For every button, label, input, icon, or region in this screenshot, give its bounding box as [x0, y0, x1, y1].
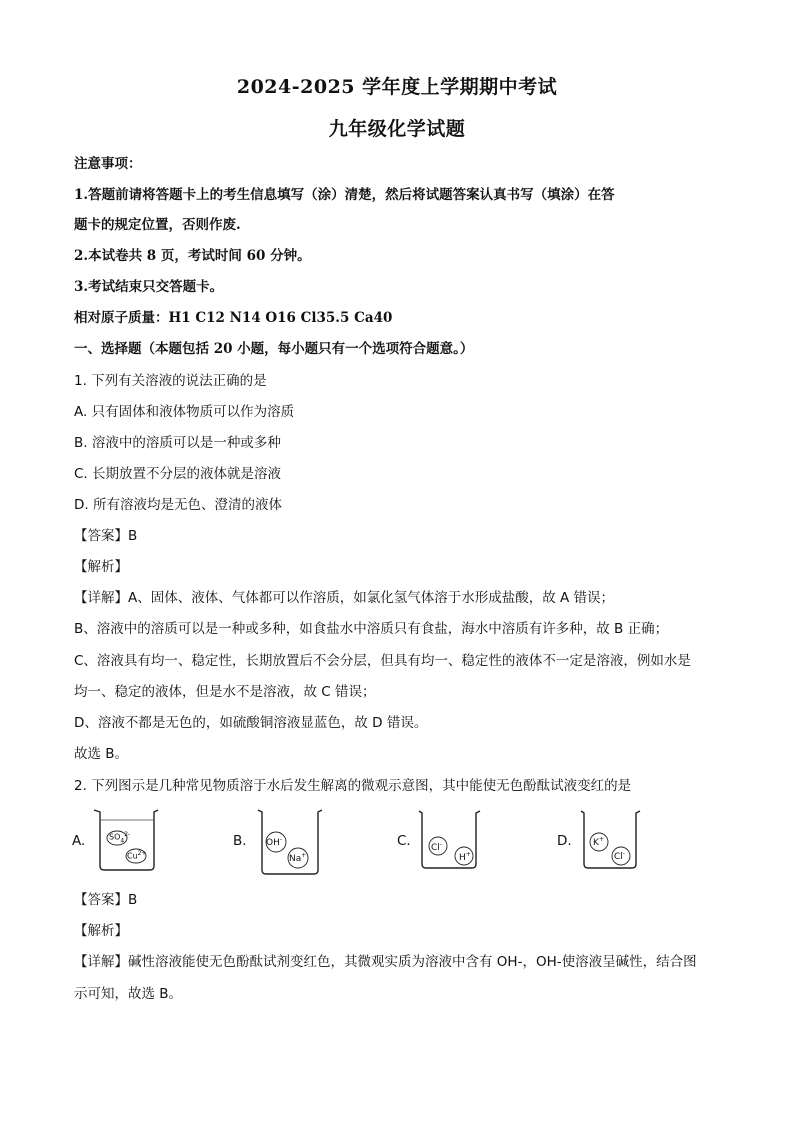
q1-option-a: A. 只有固体和液体物质可以作为溶质: [74, 404, 295, 420]
note-item-1-line1: 1.答题前请将答题卡上的考生信息填写（涂）清楚，然后将试题答案认真书写（填涂）在答: [74, 187, 615, 203]
q1-detail-line: D、溶液不都是无色的，如硫酸铜溶液显蓝色，故 D 错误。: [74, 715, 428, 731]
section-heading: 一、选择题（本题包括 20 小题，每小题只有一个选项符合题意。）: [74, 341, 474, 357]
q1-stem: 1. 下列有关溶液的说法正确的是: [74, 373, 267, 389]
q2-option-c-label: C.: [397, 833, 411, 849]
q1-detail-line: C、溶液具有均一、稳定性，长期放置后不会分层，但具有均一、稳定性的液体不一定是溶液，例如水是: [74, 653, 691, 669]
q1-analysis: 【解析】: [74, 559, 128, 575]
q1-answer: 【答案】B: [74, 528, 138, 544]
q1-option-b: B. 溶液中的溶质可以是一种或多种: [74, 435, 281, 451]
q1-detail-line: B、溶液中的溶质可以是一种或多种，如食盐水中溶质只有食盐，海水中溶质有许多种，故 B 正确；: [74, 621, 669, 637]
note-item-1-line2: 题卡的规定位置，否则作废.: [74, 217, 241, 233]
q2-option-d-label: D.: [557, 833, 572, 849]
q1-detail-line: 【详解】A、固体、液体、气体都可以作溶质，如氯化氢气体溶于水形成盐酸，故 A 错误；: [74, 590, 615, 606]
q2-detail-line2: 示可知，故选 B。: [74, 986, 183, 1002]
q2-answer: 【答案】B: [74, 892, 138, 908]
q2-option-d-ion2: Cl-: [614, 850, 625, 862]
q2-option-a-ion1: $SO_4^{2-}$: [109, 831, 131, 845]
q2-option-b-ion1: OH-: [266, 836, 283, 848]
atomic-mass-line: 相对原子质量：H1 C12 N14 O16 Cl35.5 Ca40: [74, 310, 393, 326]
q2-analysis: 【解析】: [74, 923, 128, 939]
q1-option-c: C. 长期放置不分层的液体就是溶液: [74, 466, 282, 482]
q2-option-b-ion2: Na+: [289, 852, 307, 864]
q2-option-c-ion2: H+: [459, 851, 471, 863]
note-item-2: 2.本试卷共 8 页，考试时间 60 分钟。: [74, 248, 311, 264]
q1-detail-line: 故选 B。: [74, 746, 129, 762]
q1-detail-line: 均一、稳定的液体，但是水不是溶液，故 C 错误；: [74, 684, 376, 700]
q2-option-c-ion1: Cl-: [431, 841, 442, 853]
q2-option-b-label: B.: [233, 833, 247, 849]
q2-option-a-label: A.: [72, 833, 86, 849]
q2-detail-line1: 【详解】碱性溶液能使无色酚酞试剂变红色，其微观实质为溶液中含有 OH-，OH-使溶液呈碱性，结合图: [74, 954, 697, 970]
q2-option-b-beaker: [254, 806, 326, 876]
q1-option-d: D. 所有溶液均是无色、澄清的液体: [74, 497, 282, 513]
notes-heading: 注意事项：: [74, 156, 142, 172]
q2-option-d-ion1: K+: [593, 836, 604, 848]
q2-option-c-beaker: [416, 808, 484, 870]
q2-stem: 2. 下列图示是几种常见物质溶于水后发生解离的微观示意图，其中能使无色酚酞试液变红的是: [74, 778, 632, 794]
exam-title: 2024-2025 学年度上学期期中考试: [236, 76, 558, 98]
q2-option-d-beaker: [578, 808, 642, 870]
exam-subtitle: 九年级化学试题: [328, 118, 466, 140]
q2-option-a-ion2: $Cu^{2+}$: [127, 850, 147, 861]
note-item-3: 3.考试结束只交答题卡。: [74, 279, 224, 295]
